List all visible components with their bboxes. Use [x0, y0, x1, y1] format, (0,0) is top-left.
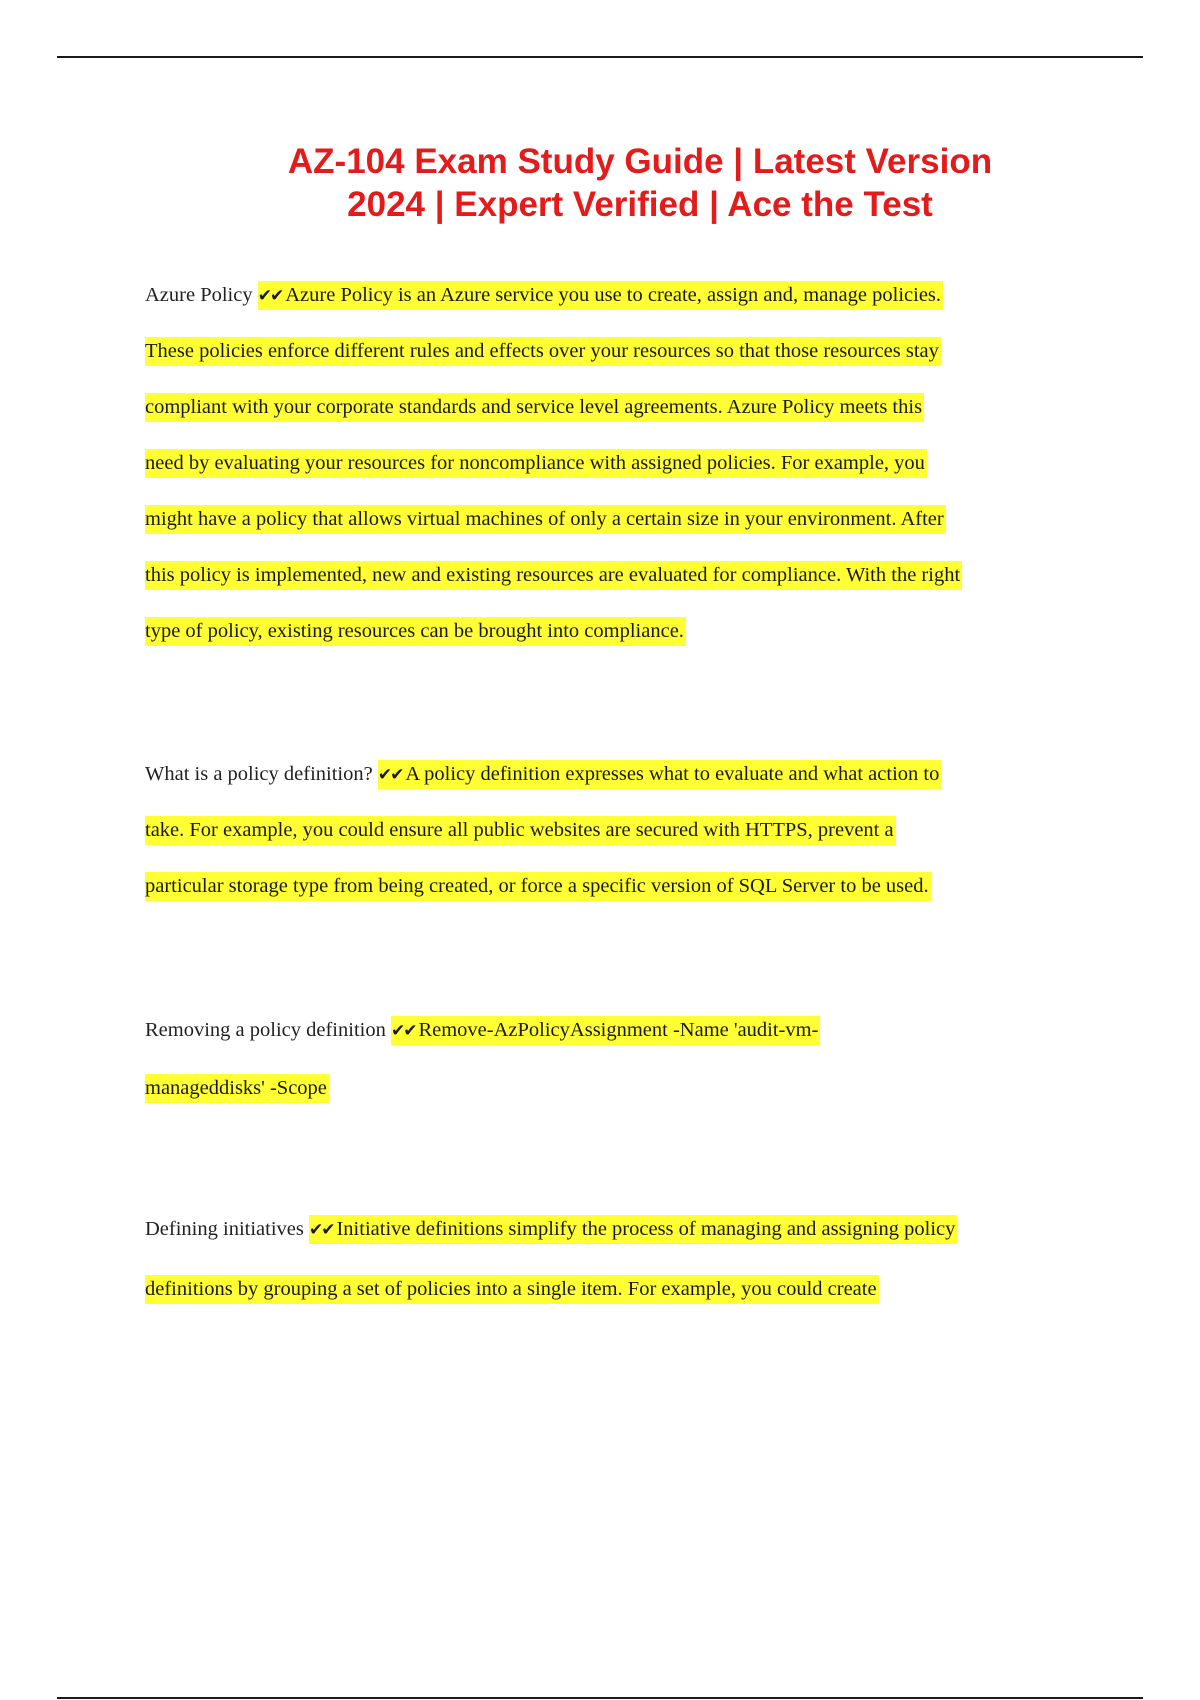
- footer-rule: [57, 1697, 1143, 1699]
- double-check-icon: ✔✔: [390, 1021, 416, 1041]
- entry-term: What is a policy definition?: [145, 763, 373, 785]
- entry-line: [145, 563, 1085, 619]
- document-title: [280, 140, 1000, 226]
- entry-line: [145, 1217, 1085, 1277]
- entry-term: Defining initiatives: [145, 1218, 304, 1240]
- answer-highlight: [258, 281, 943, 310]
- entry-line: [145, 507, 1085, 563]
- entry-line: [145, 283, 1085, 339]
- qa-entry-removing-policy: [145, 1018, 1085, 1132]
- answer-highlight: [378, 760, 942, 789]
- answer-text: particular storage type from being created, or force a specific version of SQL Server to be used.: [145, 872, 931, 901]
- answer-text: Initiative definitions simplify the process of managing and assigning policy: [336, 1218, 956, 1240]
- answer-text: might have a policy that allows virtual machines of only a certain size in your environment. After: [145, 505, 946, 534]
- answer-text: this policy is implemented, new and existing resources are evaluated for compliance. With the right: [145, 561, 962, 590]
- qa-entry-defining-initiatives: [145, 1217, 1085, 1333]
- entry-line: [145, 339, 1085, 395]
- entry-line: [145, 818, 1085, 874]
- answer-text: need by evaluating your resources for noncompliance with assigned policies. For example, you: [145, 449, 927, 478]
- entry-line: [145, 451, 1085, 507]
- entry-line: [145, 1018, 1085, 1076]
- qa-entry-azure-policy: [145, 283, 1085, 675]
- header-rule: [57, 56, 1143, 58]
- answer-text: take. For example, you could ensure all public websites are secured with HTTPS, prevent a: [145, 816, 896, 845]
- answer-highlight: [391, 1016, 820, 1045]
- qa-entry-policy-definition: [145, 762, 1085, 930]
- answer-text: definitions by grouping a set of policies into a single item. For example, you could create: [145, 1275, 879, 1304]
- title-line-1: AZ-104 Exam Study Guide | Latest Version: [287, 142, 993, 181]
- double-check-icon: ✔✔: [377, 765, 403, 785]
- entry-term: Azure Policy: [145, 284, 253, 306]
- entry-line: [145, 762, 1085, 818]
- answer-text: type of policy, existing resources can be brought into compliance.: [145, 617, 686, 646]
- answer-text: manageddisks' -Scope: [145, 1074, 329, 1103]
- title-line-2: 2024 | Expert Verified | Ace the Test: [347, 185, 933, 224]
- answer-text: These policies enforce different rules and effects over your resources so that those resources stay: [145, 337, 941, 366]
- answer-text: Remove-AzPolicyAssignment -Name 'audit-vm-: [418, 1019, 819, 1041]
- entry-line: [145, 874, 1085, 930]
- entry-line: [145, 1277, 1085, 1333]
- entry-line: [145, 619, 1085, 675]
- answer-text: compliant with your corporate standards and service level agreements. Azure Policy meets this: [145, 393, 924, 422]
- answer-text: A policy definition expresses what to evaluate and what action to: [405, 763, 940, 785]
- double-check-icon: ✔✔: [257, 286, 283, 306]
- entry-term: Removing a policy definition: [145, 1019, 386, 1041]
- answer-text: Azure Policy is an Azure service you use to create, assign and, manage policies.: [285, 284, 942, 306]
- entry-line: [145, 395, 1085, 451]
- entry-line: [145, 1076, 1085, 1132]
- answer-highlight: [309, 1215, 957, 1244]
- double-check-icon: ✔✔: [308, 1220, 334, 1240]
